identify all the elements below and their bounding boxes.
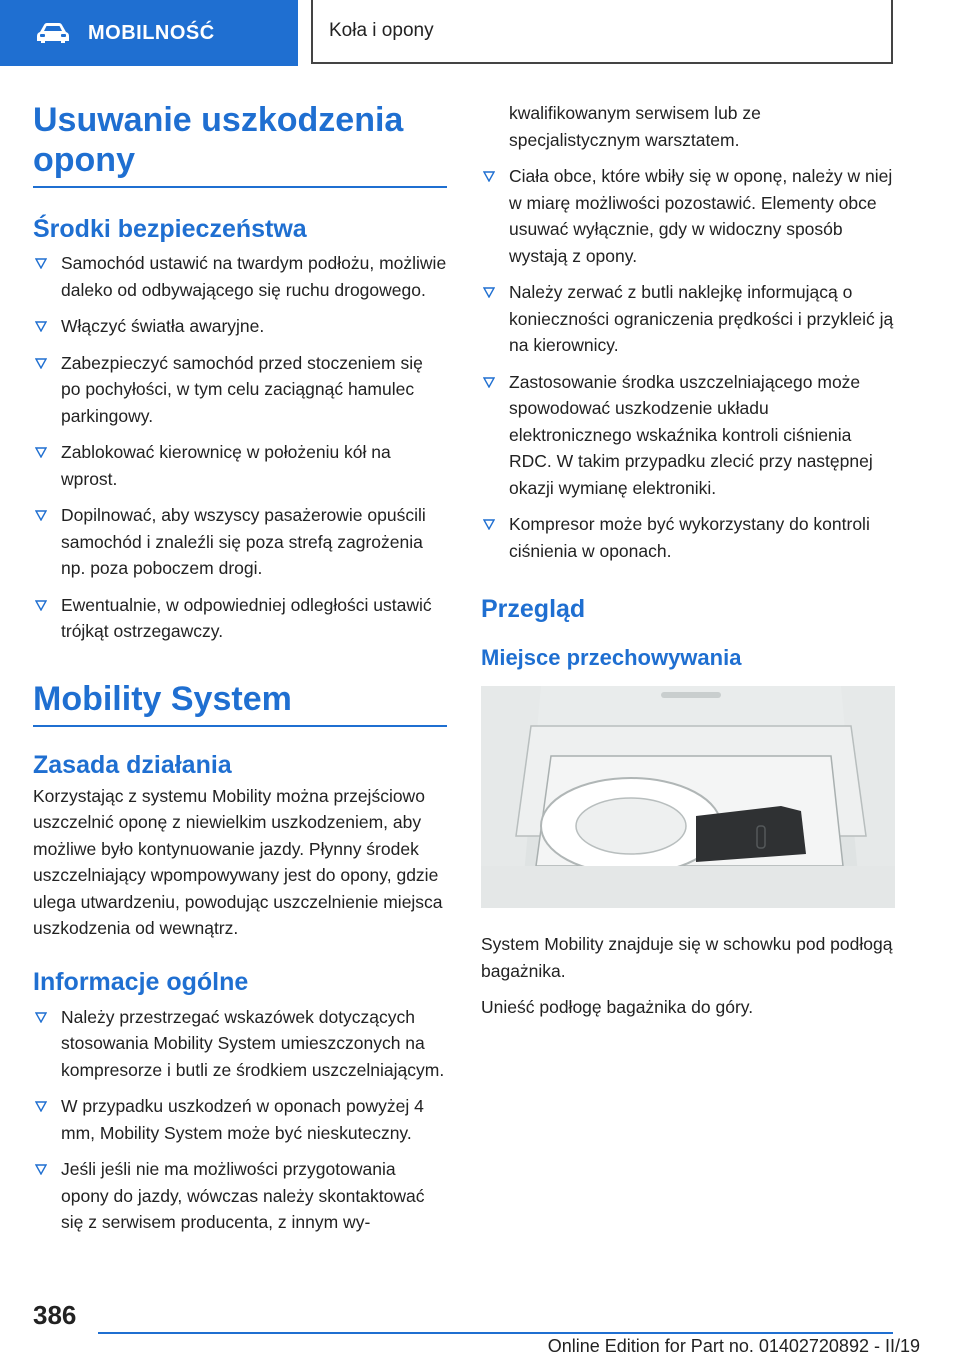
list-item: Należy przestrzegać wskazówek dotyczących stosowania Mobility System umieszczonych na kompresorze i butli ze środkiem uszczelniającym. (33, 1004, 447, 1084)
list-item: Należy zerwać z butli naklejkę informującą o konieczności ograniczenia prędkości i przykleić ją na kierownicy. (481, 279, 895, 359)
triangle-bullet-icon (35, 600, 47, 611)
principle-text: Korzystając z systemu Mobility można przejściowo uszczelnić oponę z niewielkim uszkodzeniem, aby możliwe było kontynuowanie jazdy. Płynny środek uszczelniający wpompowywany jest do opony, gdzie ulega utwardzeniu, powodując uszczelnienie miejsca uszkodzenia od wewnątrz. (33, 785, 443, 938)
footer-rule (98, 1332, 893, 1334)
safety-heading: Środki bezpieczeństwa (33, 215, 307, 243)
triangle-bullet-icon (483, 287, 495, 298)
triangle-bullet-icon (35, 1101, 47, 1112)
list-item: Ciała obce, które wbiły się w oponę, należy w niej w miarę możliwości pozostawić. Elementy obce usuwać wyłącznie, gdy w widoczny sposób wystają z opony. (481, 163, 895, 269)
storage-heading: Miejsce przechowywania (481, 645, 742, 670)
triangle-bullet-icon (35, 510, 47, 521)
chapter-label: Koła i opony (329, 20, 434, 41)
general-heading: Informacje ogólne (33, 967, 249, 996)
storage-text-1: System Mobility znajduje się w schowku pod podłogą bagażnika. (481, 934, 893, 981)
triangle-bullet-icon (483, 377, 495, 388)
page-header (0, 0, 960, 66)
triangle-bullet-icon (35, 321, 47, 332)
list-item: Zablokować kierownicę w położeniu kół na wprost. (33, 439, 447, 492)
continued-text: kwalifikowanym serwisem lub ze specjalistycznym warsztatem. (509, 103, 761, 150)
section-tab (0, 0, 298, 66)
triangle-bullet-icon (35, 1012, 47, 1023)
mobility-title: Mobility System (33, 679, 292, 718)
left-column (33, 100, 447, 1246)
page-number: 386 (33, 1300, 77, 1330)
title-rule (33, 186, 447, 188)
triangle-bullet-icon (483, 519, 495, 530)
edition-text: Online Edition for Part no. 01402720892 - II/19 (547, 1336, 920, 1356)
triangle-bullet-icon (35, 358, 47, 369)
general-list (33, 1004, 447, 1236)
trunk-storage-illustration (481, 686, 895, 908)
page-title: Usuwanie uszkodzenia opony (33, 101, 404, 179)
storage-text-2: Unieść podłogę bagażnika do góry. (481, 997, 754, 1017)
list-item: Kompresor może być wykorzystany do kontroli ciśnienia w oponach. (481, 511, 895, 564)
list-item: Jeśli jeśli nie ma możliwości przygotowania opony do jazdy, wówczas należy skontaktować się z serwisem producenta, z innym wy- (33, 1156, 447, 1236)
mobility-rule (33, 725, 447, 727)
list-item: Samochód ustawić na twardym podłożu, możliwie daleko od odbywającego się ruchu drogowego. (33, 250, 447, 303)
list-item: Włączyć światła awaryjne. (33, 313, 447, 340)
list-item: Zastosowanie środka uszczelniającego może spowodować uszkodzenie układu elektronicznego wskaźnika kontroli ciśnienia RDC. W takim przypadku zlecić przy następnej okazji wymianę elektroniki. (481, 369, 895, 502)
car-icon (36, 22, 70, 44)
section-label: MOBILNOŚĆ (88, 21, 215, 44)
list-item: Ewentualnie, w odpowiedniej odległości ustawić trójkąt ostrzegawczy. (33, 592, 447, 645)
triangle-bullet-icon (483, 171, 495, 182)
triangle-bullet-icon (35, 258, 47, 269)
triangle-bullet-icon (35, 447, 47, 458)
right-column (481, 100, 895, 1021)
safety-list (33, 250, 447, 645)
chapter-tab (311, 0, 893, 64)
overview-heading: Przegląd (481, 595, 586, 623)
list-item: W przypadku uszkodzeń w oponach powyżej 4 mm, Mobility System może być nieskuteczny. (33, 1093, 447, 1146)
triangle-bullet-icon (35, 1164, 47, 1175)
list-item: Dopilnować, aby wszyscy pasażerowie opuścili samochód i znaleźli się poza strefą zagrożenia np. poza poboczem drogi. (33, 502, 447, 582)
principle-heading: Zasada działania (33, 750, 232, 779)
right-list (481, 163, 895, 564)
list-item: Zabezpieczyć samochód przed stoczeniem się po pochyłości, w tym celu zaciągnąć hamulec parkingowy. (33, 350, 447, 430)
